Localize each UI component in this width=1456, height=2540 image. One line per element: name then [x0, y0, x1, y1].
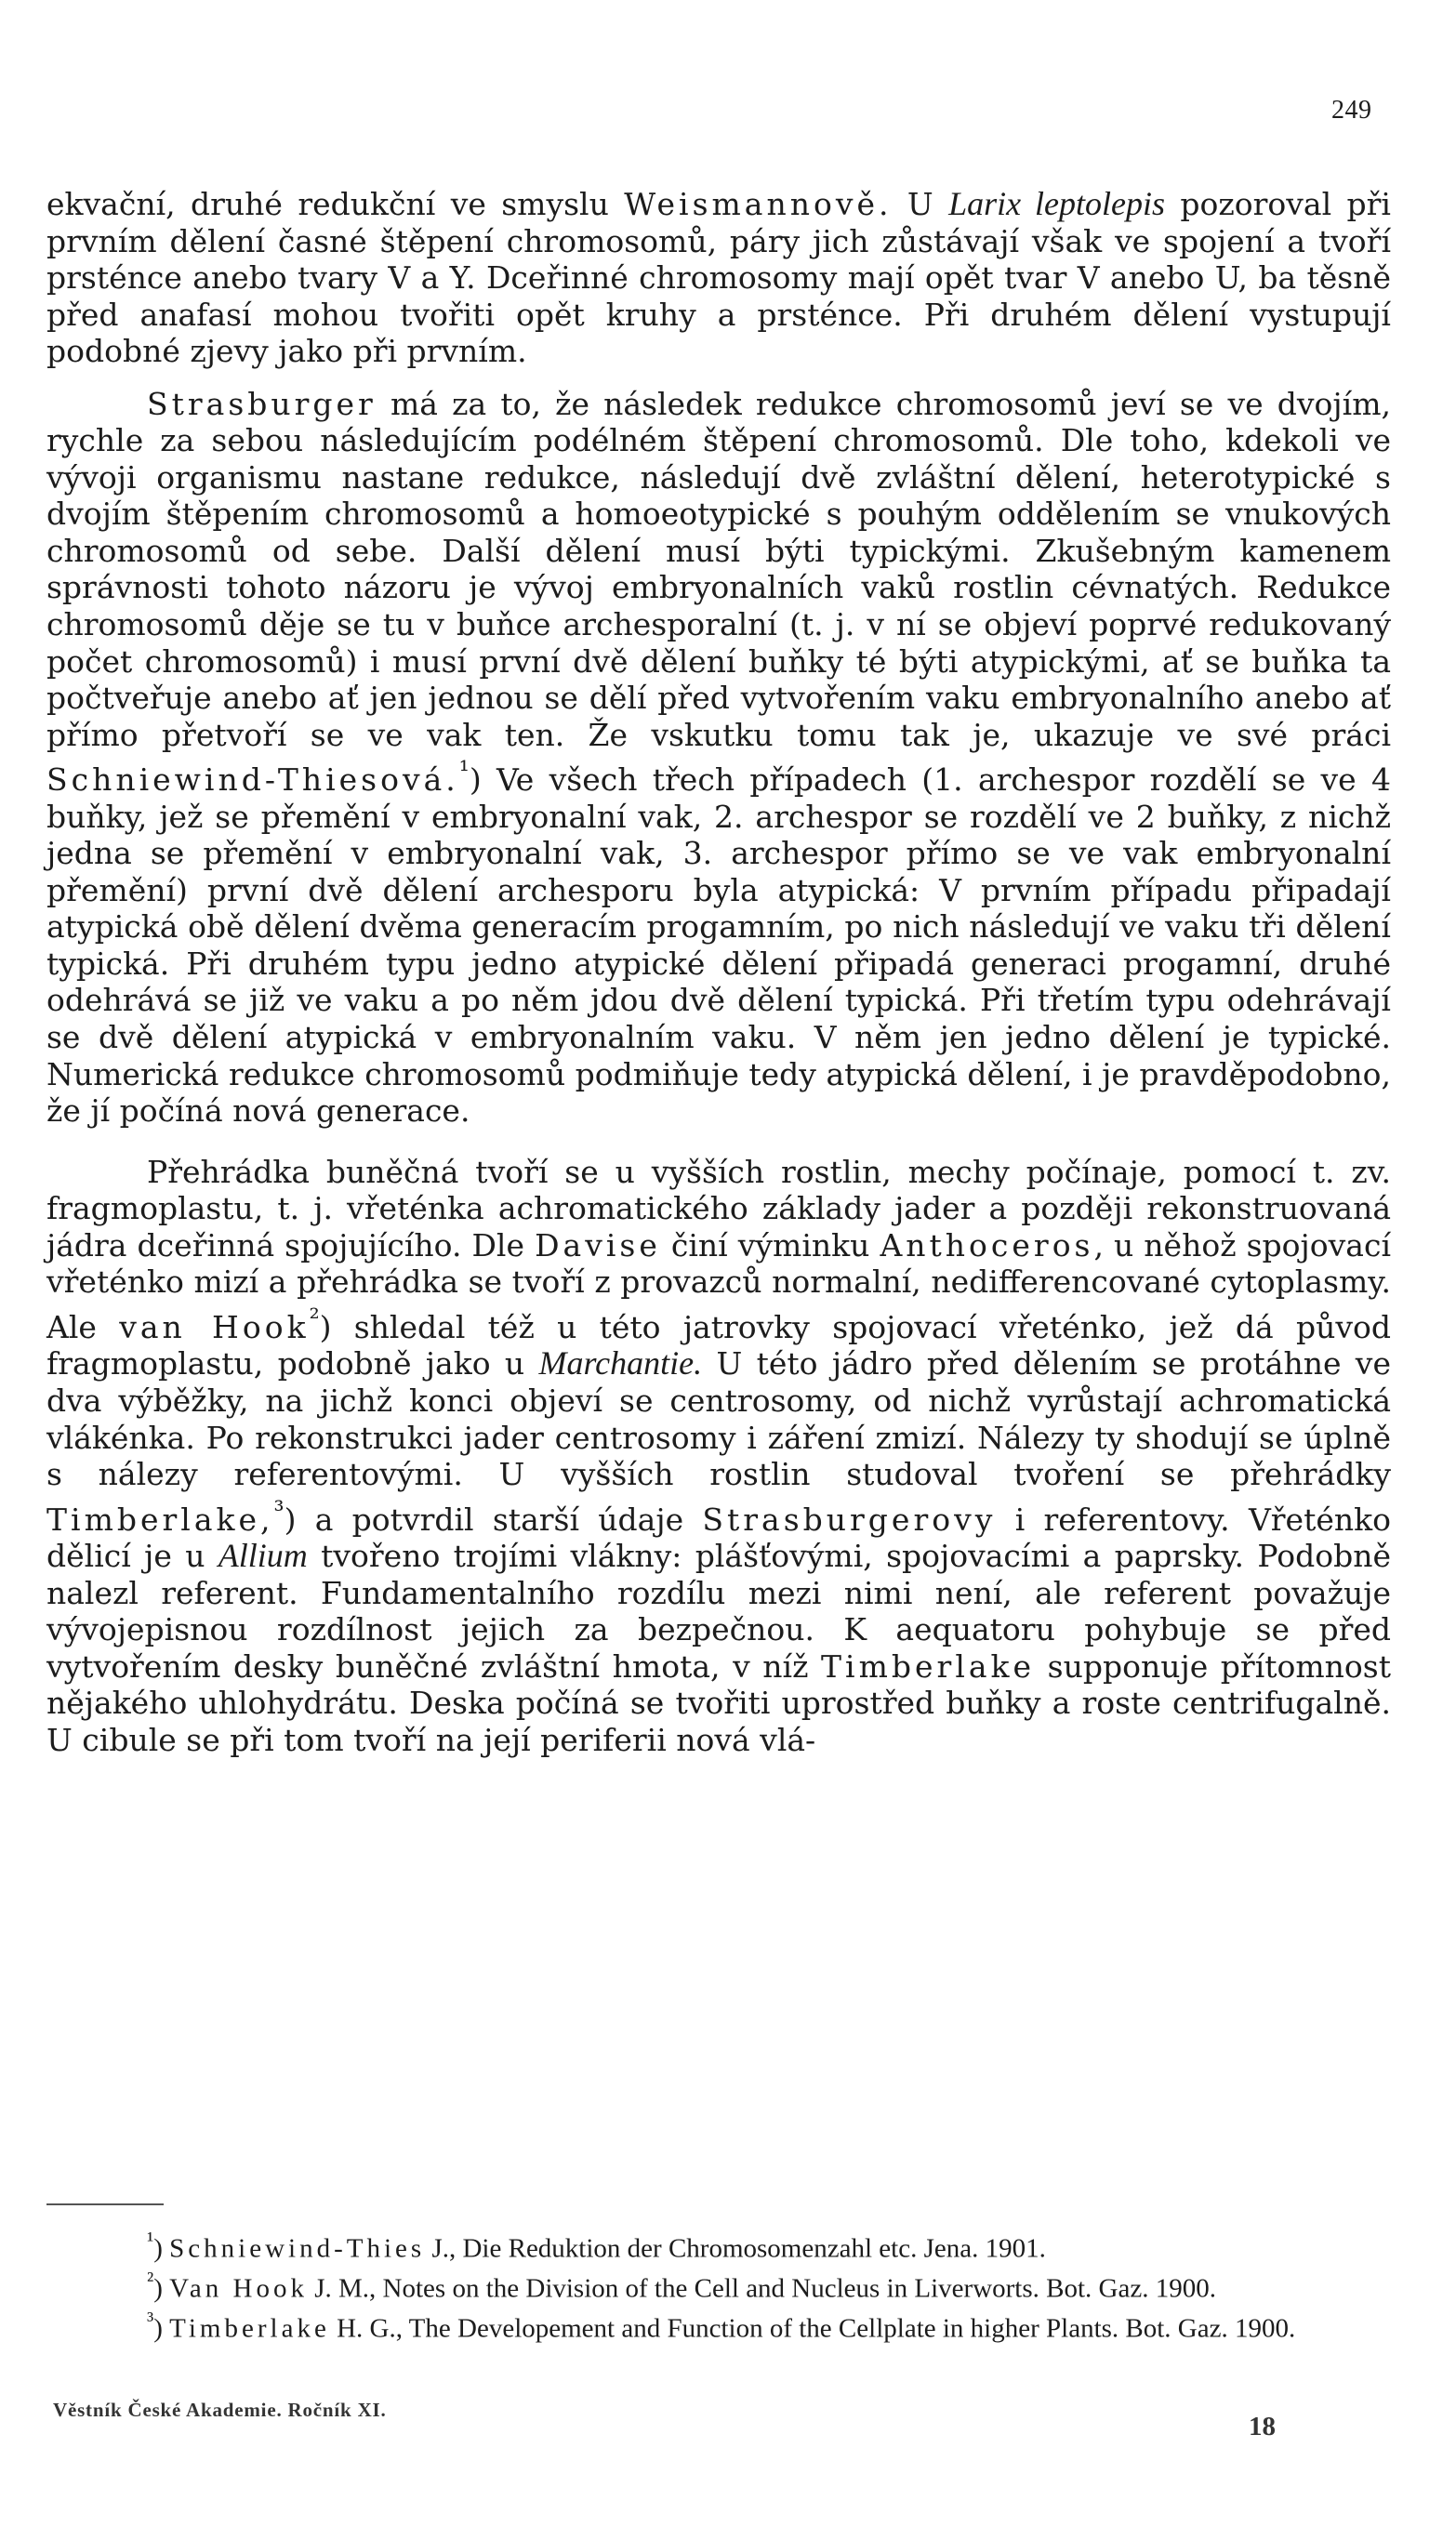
- page-number: 249: [1331, 96, 1372, 125]
- spaced-name: Anthoceros: [880, 1226, 1094, 1263]
- footnote-ref-3: ³: [273, 1495, 285, 1526]
- spaced-name: Timberlake: [821, 1647, 1036, 1685]
- sheet-number: 18: [1249, 2412, 1276, 2441]
- footnote-author: Schniewind-Thies: [169, 2233, 426, 2264]
- spaced-name: Weismannově.: [624, 186, 893, 222]
- main-text: [46, 186, 1391, 1758]
- italic-taxon: Allium: [218, 1537, 308, 1575]
- footnote-author: Van Hook: [169, 2273, 308, 2304]
- footnote-3: $^{^3}$) Timberlake H. G., The Developement and Function of the Cellplate in higher Plants. Bot. Gaz. 1900.: [147, 2308, 1296, 2344]
- spaced-name: Strasburgerovy: [702, 1501, 997, 1538]
- footnotes: [48, 2225, 1391, 2345]
- spaced-name: Schniewind-Thiesová.: [46, 761, 459, 799]
- journal-footer: Věstník České Akademie. Ročník XI.: [53, 2399, 387, 2421]
- paragraph-3: Přehrádka buněčná tvoří se u vyšších rostlin, mechy počínaje, pomocí t. zv. fragmoplastu, t. j. vřeténka achromatického základy jader a později rekonstruovaná jádra dceřinná spojujícího. Dle Davise činí výminku Anthoceros, u něhož spojovací vřeténko mizí a přehrádka se tvoří z provazců normalní, nedifferencované cytoplasmy. Ale van Hook$^{^2}$) shledal též u této jatrovky spojovací vřeténko, jež dá původ fragmoplastu, podobně jako u Marchantie. U této jádro před dělením se protáhne ve dva výběžky, na jichž konci objeví se centrosomy, od nichž vyrůstají achromatická vlákénka. Po rekonstrukci jader centrosomy i záření zmizí. Nálezy ty shodují se úplně s nálezy referentovými. U vyšších rostlin studoval tvoření se přehrádky Timberlake,$^{^3}$) a potvrdil starší údaje Strasburgerovy i referentovy. Vřeténko dělicí je u Allium tvořeno trojími vlákny: plášťovými, spojovacími a paprsky. Podobně nalezl referent. Fundamentalního rozdílu mezi nimi není, ale referent považuje vývojepisnou rozdílnost jejich za bezpečnou. K aequatoru pohybuje se před vytvořením desky buněčné zvláštní hmota, v níž Timberlake supponuje přítomnost nějakého uhlohydrátu. Deska počíná se tvořiti uprostřed buňky a roste centrifugalně. U cibule se při tom tvoří na její periferii nová vlá-: [46, 1153, 1391, 1758]
- paragraph-2: Strasburger má za to, že následek redukce chromosomů jeví se ve dvojím, rychle za sebou následujícím podélném štěpení chromosomů. Dle toho, kdekoli ve vývoji organismu nastane redukce, následují dvě zvláštní dělení, heterotypické s dvojím štěpením chromosomů a homoeotypické s pouhým oddělením se vnukových chromosomů od sebe. Další dělení musí býti typickými. Zkušebným kamenem správnosti tohoto názoru je vývoj embryonalních vaků rostlin cévnatých. Redukce chromosomů děje se tu v buňce archesporalní (t. j. v ní se objeví poprvé redukovaný počet chromosomů) i musí první dvě dělení buňky té býti atypickými, ať se buňka ta počtveřuje anebo ať jen jednou se dělí před vytvořením vaku embryonalního anebo ať přímo přetvoří se ve vak ten. Že vskutku tomu tak je, ukazuje ve své práci Schniewind-Thiesová.$^{^1}$) Ve všech třech případech (1. archespor rozdělí se ve 4 buňky, jež se přemění v embryonalní vak, 2. archespor se rozdělí ve 2 buňky, z nichž jedna se přemění v embryonalní vak, 3. archespor přímo se ve vak embryonalní přemění) první dvě dělení archesporu byla atypická: V prvním případu připadají atypická obě dělení dvěma generacím progamním, po nich následují ve vaku tři dělení typická. Při druhém typu jedno atypické dělení připadá generaci progamní, druhé odehrává se již ve vaku a po něm jdou dvě dělení typická. Při třetím typu odehrávají se dvě dělení atypická v embryonalním vaku. V něm jen jedno dělení je typické. Numerická redukce chromosomů podmiňuje tedy atypická dělení, i je pravděpodobno, že jí počíná nová generace.: [46, 385, 1391, 1130]
- spaced-name: Strasburger: [147, 385, 377, 422]
- footnote-1: $^{^1}$) Schniewind-Thies J., Die Reduktion der Chromosomenzahl etc. Jena. 1901.: [147, 2228, 1046, 2264]
- footnote-divider: [46, 2203, 164, 2205]
- spaced-name: Timberlake,: [46, 1501, 274, 1538]
- paragraph-1: ekvační, druhé redukční ve smyslu Weismannově. U Larix leptolepis pozoroval při prvním dělení časné štěpení chromosomů, páry jich zůstávají však ve spojení a tvoří prsténce anebo tvary V a Y. Dceřinné chromosomy mají opět tvar V anebo U, ba těsně před anafasí mohou tvořiti opět kruhy a prsténce. Při druhém dělení vystupují podobné zjevy jako při prvním.: [46, 185, 1391, 370]
- footnote-author: Timberlake: [169, 2313, 330, 2344]
- spaced-name: van Hook: [119, 1308, 310, 1345]
- footnote-2: $^{^2}$) Van Hook J. M., Notes on the Division of the Cell and Nucleus in Liverworts. Bot. Gaz. 1900.: [147, 2268, 1216, 2304]
- footnote-ref-1: ¹: [458, 756, 470, 787]
- footnote-ref-2: ²: [309, 1303, 320, 1333]
- italic-taxon: Marchantie.: [538, 1344, 703, 1382]
- italic-taxon: Larix leptolepis: [948, 185, 1165, 222]
- spaced-name: Davise: [535, 1226, 661, 1263]
